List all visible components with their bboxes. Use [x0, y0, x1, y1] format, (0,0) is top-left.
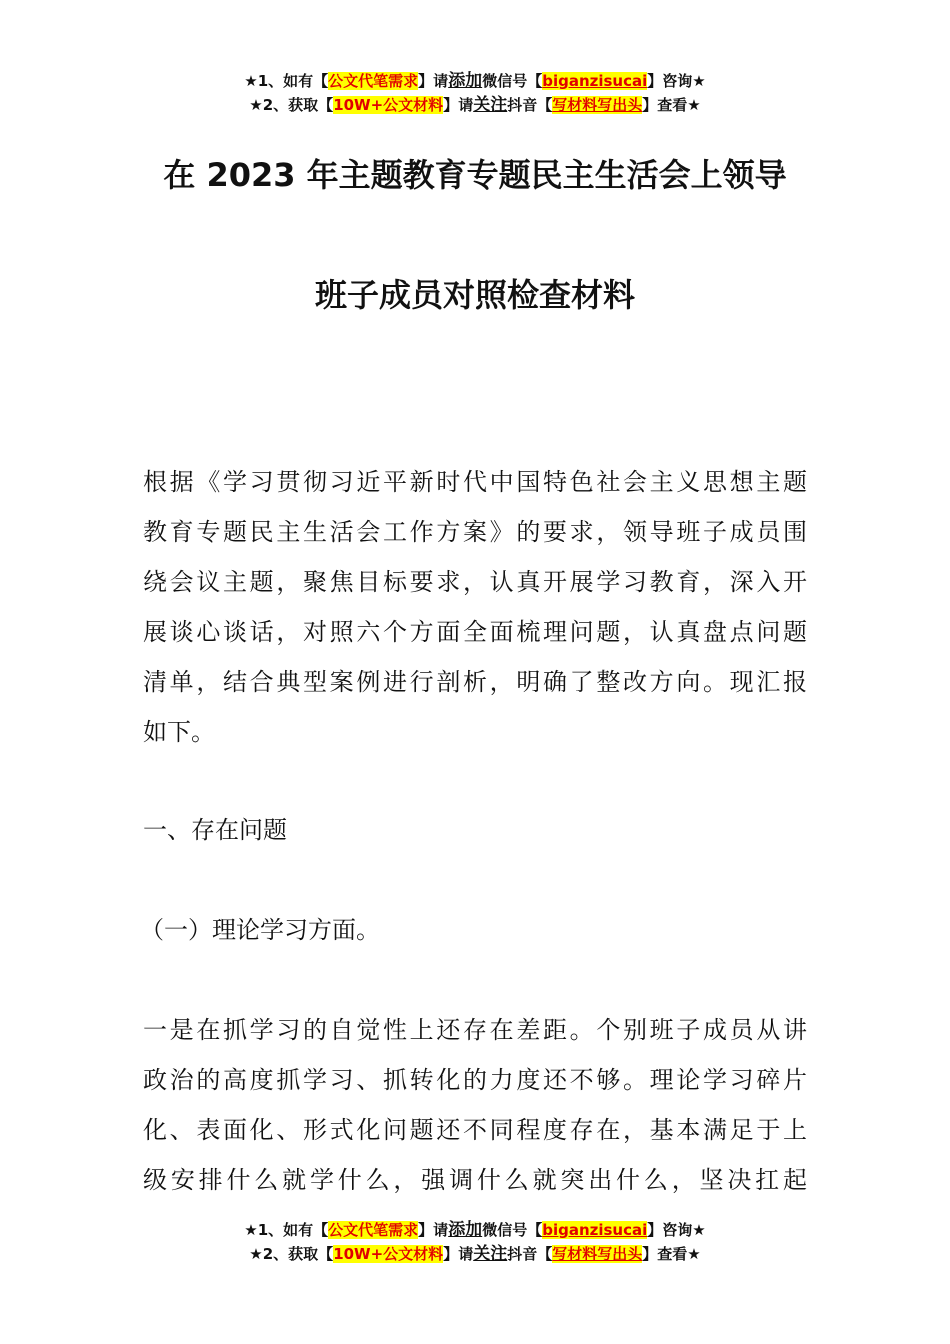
document-title-line-1: 在 2023 年主题教育专题民主生活会上领导	[163, 156, 787, 194]
douyin-id: 写材料写出头	[552, 1245, 643, 1263]
promo-text: 抖音【	[507, 96, 553, 114]
text-line: 展谈心谈话，对照六个方面全面梳理问题，认真盘点问题	[143, 618, 807, 646]
promo-line-2	[0, 93, 950, 117]
paragraph-1	[143, 1005, 807, 1205]
promo-text: ★1、如有【	[244, 1221, 329, 1239]
promo-text: 微信号【	[482, 1221, 543, 1239]
douyin-id: 写材料写出头	[552, 96, 643, 114]
promo-text: 】请	[443, 96, 474, 114]
text-line: 根据《学习贯彻习近平新时代中国特色社会主义思想主题	[143, 468, 807, 496]
promo-line-1	[0, 1218, 950, 1242]
promo-highlight: 公文代笔需求	[328, 1221, 419, 1239]
promo-text: 】查看★	[642, 96, 701, 114]
promo-emphasis: 添加	[448, 1220, 483, 1240]
text-line: 清单，结合典型案例进行剖析，明确了整改方向。现汇报	[143, 668, 807, 696]
promo-emphasis: 关注	[473, 1244, 508, 1264]
promo-text: 】请	[443, 1245, 474, 1263]
promo-text: ★1、如有【	[244, 72, 329, 90]
promo-text: 】咨询★	[647, 1221, 706, 1239]
promo-highlight: 10W+公文材料	[333, 1245, 444, 1263]
promo-text: 微信号【	[482, 72, 543, 90]
promo-text: ★2、获取【	[249, 1245, 334, 1263]
promo-line-1	[0, 69, 950, 93]
text-line: 一是在抓学习的自觉性上还存在差距。个别班子成员从讲	[143, 1016, 807, 1044]
subsection-heading: （一）理论学习方面。	[140, 916, 380, 944]
section-heading: 一、存在问题	[143, 816, 287, 844]
promo-text: 】请	[418, 1221, 449, 1239]
text-line: 级安排什么就学什么，强调什么就突出什么，坚决扛起	[143, 1166, 807, 1194]
wechat-id: biganzisucai	[542, 72, 648, 90]
promo-line-2	[0, 1242, 950, 1266]
promo-header	[0, 69, 950, 117]
promo-emphasis: 关注	[473, 95, 508, 115]
text-line: 化、表面化、形式化问题还不同程度存在，基本满足于上	[143, 1116, 807, 1144]
promo-text: 】查看★	[642, 1245, 701, 1263]
promo-text: ★2、获取【	[249, 96, 334, 114]
intro-paragraph	[143, 457, 807, 757]
text-line: 如下。	[143, 718, 215, 746]
document-title-line-2: 班子成员对照检查材料	[314, 276, 635, 314]
promo-highlight: 公文代笔需求	[328, 72, 419, 90]
promo-footer	[0, 1218, 950, 1266]
wechat-id: biganzisucai	[542, 1221, 648, 1239]
promo-text: 】请	[418, 72, 449, 90]
text-line: 绕会议主题，聚焦目标要求，认真开展学习教育，深入开	[143, 568, 807, 596]
promo-text: 抖音【	[507, 1245, 553, 1263]
promo-text: 】咨询★	[647, 72, 706, 90]
promo-highlight: 10W+公文材料	[333, 96, 444, 114]
text-line: 政治的高度抓学习、抓转化的力度还不够。理论学习碎片	[143, 1066, 807, 1094]
text-line: 教育专题民主生活会工作方案》的要求，领导班子成员围	[143, 518, 807, 546]
promo-emphasis: 添加	[448, 71, 483, 91]
